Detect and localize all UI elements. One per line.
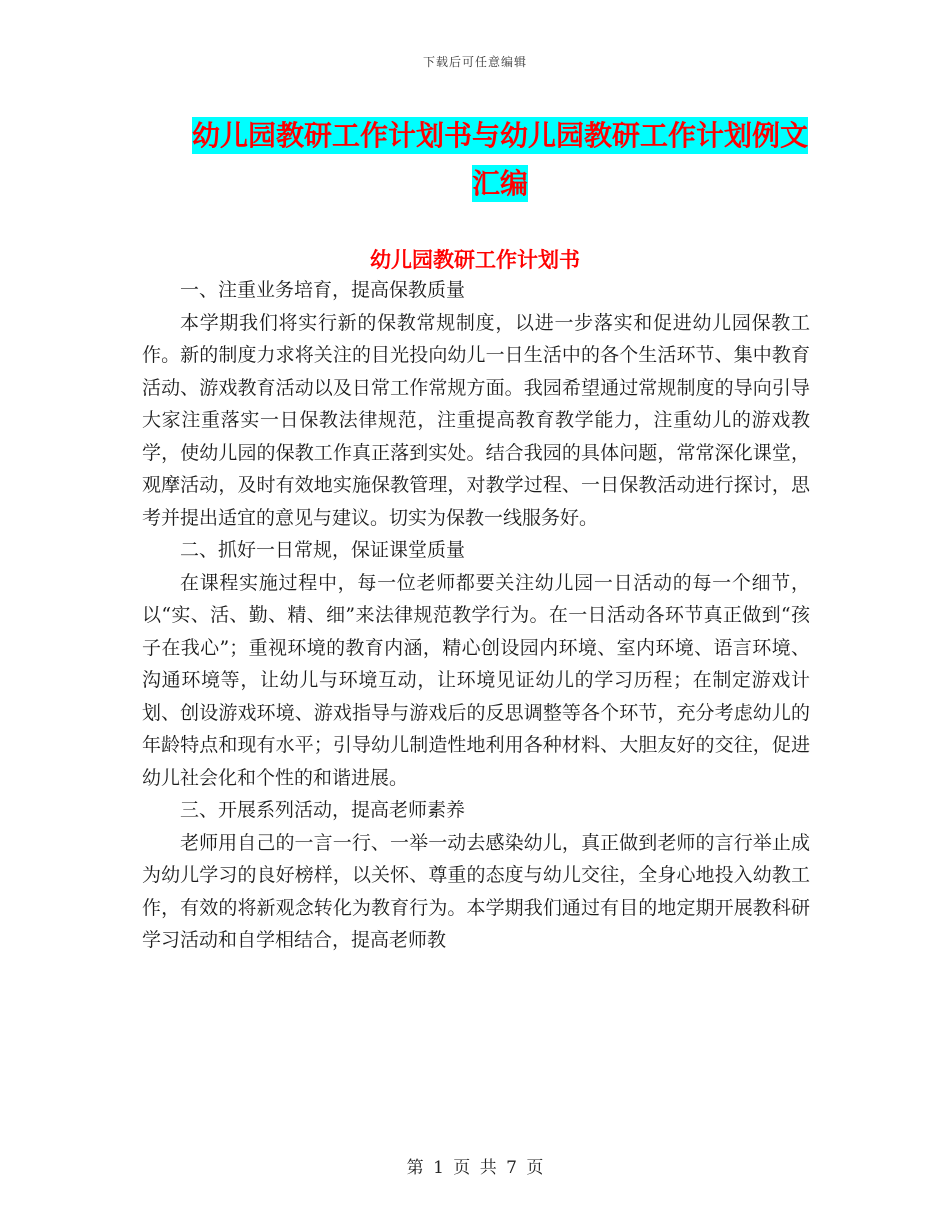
document-title-text: 幼儿园教研工作计划书与幼儿园教研工作计划例文汇编: [191, 119, 808, 200]
page-header-note: 下载后可任意编辑: [422, 55, 527, 69]
paragraph-1: 本学期我们将实行新的保教常规制度，以进一步落实和促进幼儿园保教工作。新的制度力求将关注的目光投向幼儿一日生活中的各个生活环节、集中教育活动、游戏教育活动以及日常工作常规方面。我园希望通过常规制度的导向引导大家注重落实一日保教法律规范，注重提高教育教学能力，注重幼儿的游戏教学，使幼儿园的保教工作真正落到实处。结合我园的具体问题，常常深化课堂，观摩活动，及时有效地实施保教管理，对教学过程、一日保教活动进行探讨，思考并提出适宜的意见与建议。切实为保教一线服务好。: [142, 311, 810, 529]
paragraph-3: 老师用自己的一言一行、一举一动去感染幼儿，真正做到老师的言行举止成为幼儿学习的良好榜样，以关怀、尊重的态度与幼儿交往，全身心地投入幼教工作，有效的将新观念转化为教育行为。本学期我们通过有目的地定期开展教科研学习活动和自学相结合，提高老师教: [142, 831, 810, 951]
page-footer: 第 1 页 共 7 页: [406, 1158, 544, 1178]
document-title: [190, 112, 810, 208]
heading-2: 二、抓好一日常规，保证课堂质量: [180, 539, 466, 561]
document-body: [142, 274, 810, 957]
heading-1: 一、注重业务培育，提高保教质量: [180, 279, 466, 301]
section-title: 幼儿园教研工作计划书: [370, 248, 580, 272]
paragraph-2: 在课程实施过程中，每一位老师都要关注幼儿园一日活动的每一个细节，以“实、活、勤、精、细”来法律规范教学行为。在一日活动各环节真正做到“孩子在我心”；重视环境的教育内涵，精心创设园内环境、室内环境、语言环境、沟通环境等，让幼儿与环境互动，让环境见证幼儿的学习历程；在制定游戏计划、创设游戏环境、游戏指导与游戏后的反思调整等各个环节，充分考虑幼儿的年龄特点和现有水平；引导幼儿制造性地利用各种材料、大胆友好的交往，促进幼儿社会化和个性的和谐进展。: [142, 571, 810, 789]
heading-3: 三、开展系列活动，提高老师素养: [180, 799, 466, 821]
